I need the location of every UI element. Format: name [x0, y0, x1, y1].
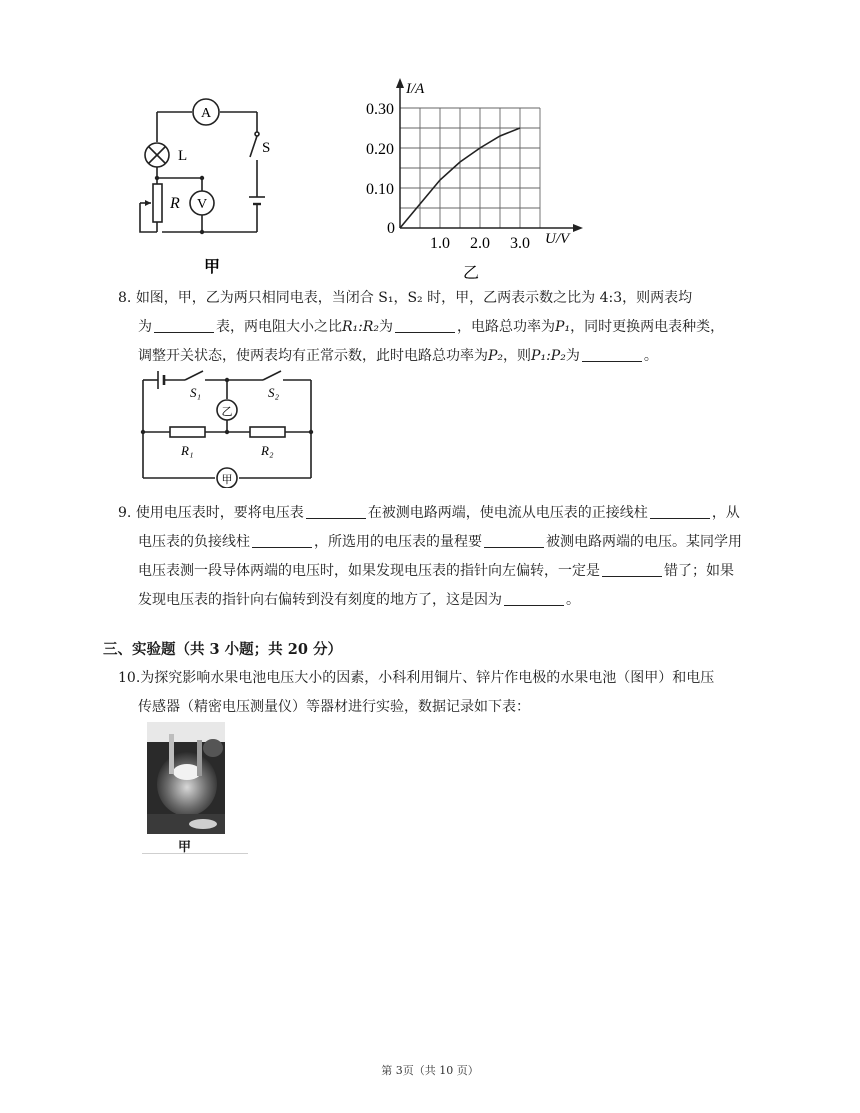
- question-number: 10.: [118, 670, 141, 686]
- text-segment: 被测电路两端的电压。某同学用: [546, 534, 742, 550]
- answer-blank[interactable]: [306, 504, 366, 519]
- text-segment: 。: [643, 348, 658, 364]
- y-axis-label: I/A: [406, 81, 425, 97]
- x-tick-label: 1.0: [430, 235, 450, 252]
- question-9: [118, 499, 768, 615]
- answer-blank[interactable]: [484, 533, 544, 548]
- switch-s1-label: S₁: [190, 385, 202, 400]
- text-segment: 使用电压表时，要将电压表: [135, 505, 304, 521]
- origin-label: 0: [387, 220, 395, 237]
- question-10: [118, 664, 768, 722]
- math-p1: P₁: [555, 319, 571, 335]
- resistor-r2-label: R₂: [261, 443, 274, 458]
- question-text: 如图，甲，乙为两只相同电表，当闭合 S₁，S₂ 时，甲，乙两表示数之比为 4:3，则两表均: [135, 290, 693, 306]
- text-segment: ，则: [503, 348, 532, 364]
- question-number: 8.: [118, 290, 132, 306]
- math-p2: P₂: [488, 348, 504, 364]
- x-axis-label: U/V: [545, 231, 570, 247]
- resistor-r1-label: R₁: [181, 443, 194, 458]
- question-number: 9.: [118, 505, 132, 521]
- switch-label: S: [262, 140, 271, 156]
- text-segment: 表，两电阻大小之比: [216, 319, 342, 335]
- math-ratio-r: R₁:R₂: [342, 319, 380, 335]
- text-segment: 为: [138, 319, 152, 335]
- answer-blank[interactable]: [504, 591, 564, 606]
- switch-s2-label: S₂: [268, 385, 280, 400]
- text-segment: 在被测电路两端，使电流从电压表的正接线柱: [367, 505, 648, 521]
- figure-caption-jia: 甲: [204, 259, 221, 276]
- page-footer: 第 3页（共 10 页）: [381, 1064, 479, 1077]
- answer-blank[interactable]: [650, 504, 710, 519]
- math-ratio-p: P₁:P₂: [531, 348, 566, 364]
- text-segment: 发现电压表的指针向右偏转到没有刻度的地方了，这是因为: [138, 592, 502, 608]
- text-segment: 错了；如果: [664, 563, 734, 579]
- text-segment: 为: [565, 348, 580, 364]
- x-tick-label: 2.0: [470, 235, 490, 252]
- text-segment: 为: [379, 319, 394, 335]
- photo-caption-jia: 甲: [178, 840, 192, 855]
- y-tick-label: 0.30: [366, 101, 394, 118]
- text-segment: 电压表测一段导体两端的电压时，如果发现电压表的指针向左偏转，一定是: [138, 563, 600, 579]
- section-heading: 三、实验题（共 3 小题；共 20 分）: [103, 641, 342, 658]
- text-segment: ，从: [711, 505, 740, 521]
- lamp-label: L: [178, 148, 188, 164]
- meter-jia-label: 甲: [221, 474, 233, 486]
- voltmeter-label: V: [196, 197, 208, 212]
- text-segment: ，所选用的电压表的量程要: [314, 534, 482, 550]
- iu-graph-yi: [355, 76, 605, 286]
- circuit-diagram-q8: [135, 366, 320, 488]
- text-segment: ，电路总功率为: [457, 319, 556, 335]
- answer-blank[interactable]: [395, 318, 455, 333]
- answer-blank[interactable]: [602, 562, 662, 577]
- question-8: [118, 284, 768, 371]
- answer-blank[interactable]: [582, 347, 642, 362]
- answer-blank[interactable]: [252, 533, 312, 548]
- text-segment: 。: [566, 592, 580, 608]
- y-tick-label: 0.10: [366, 181, 394, 198]
- question-text: 为探究影响水果电池电压大小的因素，小科利用铜片、锌片作电极的水果电池（图甲）和电压: [140, 670, 715, 686]
- y-tick-label: 0.20: [366, 141, 394, 158]
- meter-yi-label: 乙: [221, 406, 233, 418]
- resistor-label: R: [170, 195, 180, 212]
- text-segment: 调整开关状态，使两表均有正常示数，此时电路总功率为: [138, 348, 488, 364]
- x-tick-label: 3.0: [510, 235, 530, 252]
- fruit-battery-photo: [147, 722, 225, 834]
- photo-underline: [142, 853, 248, 854]
- text-segment: ，同时更换两电表种类，: [570, 319, 725, 335]
- text-segment: 电压表的负接线柱: [138, 534, 250, 550]
- figure-caption-yi: 乙: [463, 265, 480, 282]
- question-text: 传感器（精密电压测量仪）等器材进行实验，数据记录如下表：: [138, 699, 530, 715]
- circuit-diagram-jia: [132, 92, 282, 282]
- ammeter-label: A: [200, 106, 212, 121]
- answer-blank[interactable]: [154, 318, 214, 333]
